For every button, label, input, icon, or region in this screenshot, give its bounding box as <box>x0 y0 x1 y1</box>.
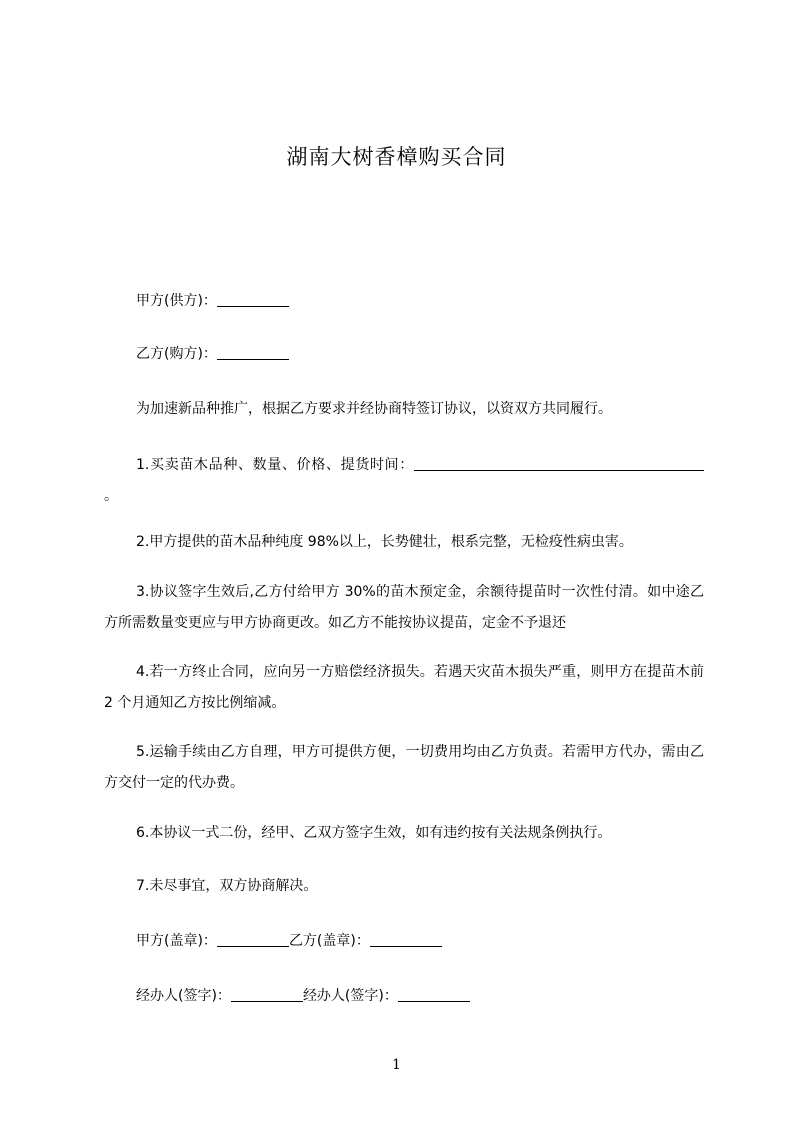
seal-line <box>104 930 736 952</box>
agent-b-blank <box>398 987 470 1002</box>
clause-5: 5.运输手续由乙方自理，甲方可提供方便，一切费用均由乙方负责。若需甲方代办，需由乙方交付一定的代办费。 <box>104 744 704 791</box>
clause-6: 6.本协议一式二份，经甲、乙双方签字生效，如有违约按有关法规条例执行。 <box>136 825 612 841</box>
clause-1-blank <box>414 456 672 471</box>
party-b-label: 乙方(购方)： <box>136 346 217 362</box>
seal-a-blank <box>217 932 289 947</box>
clause-1-end: 。 <box>104 488 118 504</box>
seal-a-label: 甲方(盖章)： <box>136 933 217 949</box>
agent-a-blank <box>231 987 303 1002</box>
party-b-blank <box>217 345 289 360</box>
party-a-line <box>104 290 736 312</box>
agent-line <box>104 985 736 1007</box>
party-a-label: 甲方(供方)： <box>136 293 217 309</box>
clause-1-blank-cont <box>672 456 704 471</box>
contract-title: 湖南大树香樟购买合同 <box>286 145 507 169</box>
party-b-line <box>104 343 736 365</box>
seal-b-blank <box>370 932 442 947</box>
intro-paragraph: 为加速新品种推广，根据乙方要求并经协商特签订协议，以资双方共同履行。 <box>136 401 612 417</box>
party-a-blank <box>217 292 289 307</box>
clause-7: 7.未尽事宜，双方协商解决。 <box>136 878 318 894</box>
clause-3: 3.协议签字生效后,乙方付给甲方 30%的苗木预定金，余额待提苗时一次性付清。如中途乙方所需数量变更应与甲方协商更改。如乙方不能按协议提苗，定金不予退还 <box>104 584 704 631</box>
clause-2: 2.甲方提供的苗木品种纯度 98%以上，长势健壮，根系完整，无检疫性病虫害。 <box>136 534 633 550</box>
seal-b-label: 乙方(盖章)： <box>288 933 370 949</box>
clause-1-text: 1.买卖苗木品种、数量、价格、提货时间： <box>136 457 414 473</box>
agent-a-label: 经办人(签字)： <box>136 988 231 1004</box>
clause-4: 4.若一方终止合同，应向另一方赔偿经济损失。若遇天灾苗木损失严重，则甲方在提苗木前 2 个月通知乙方按比例缩减。 <box>104 664 704 711</box>
clause-1 <box>104 450 704 512</box>
agent-b-label: 经办人(签字)： <box>302 988 398 1004</box>
page-number: 1 <box>392 1057 401 1073</box>
